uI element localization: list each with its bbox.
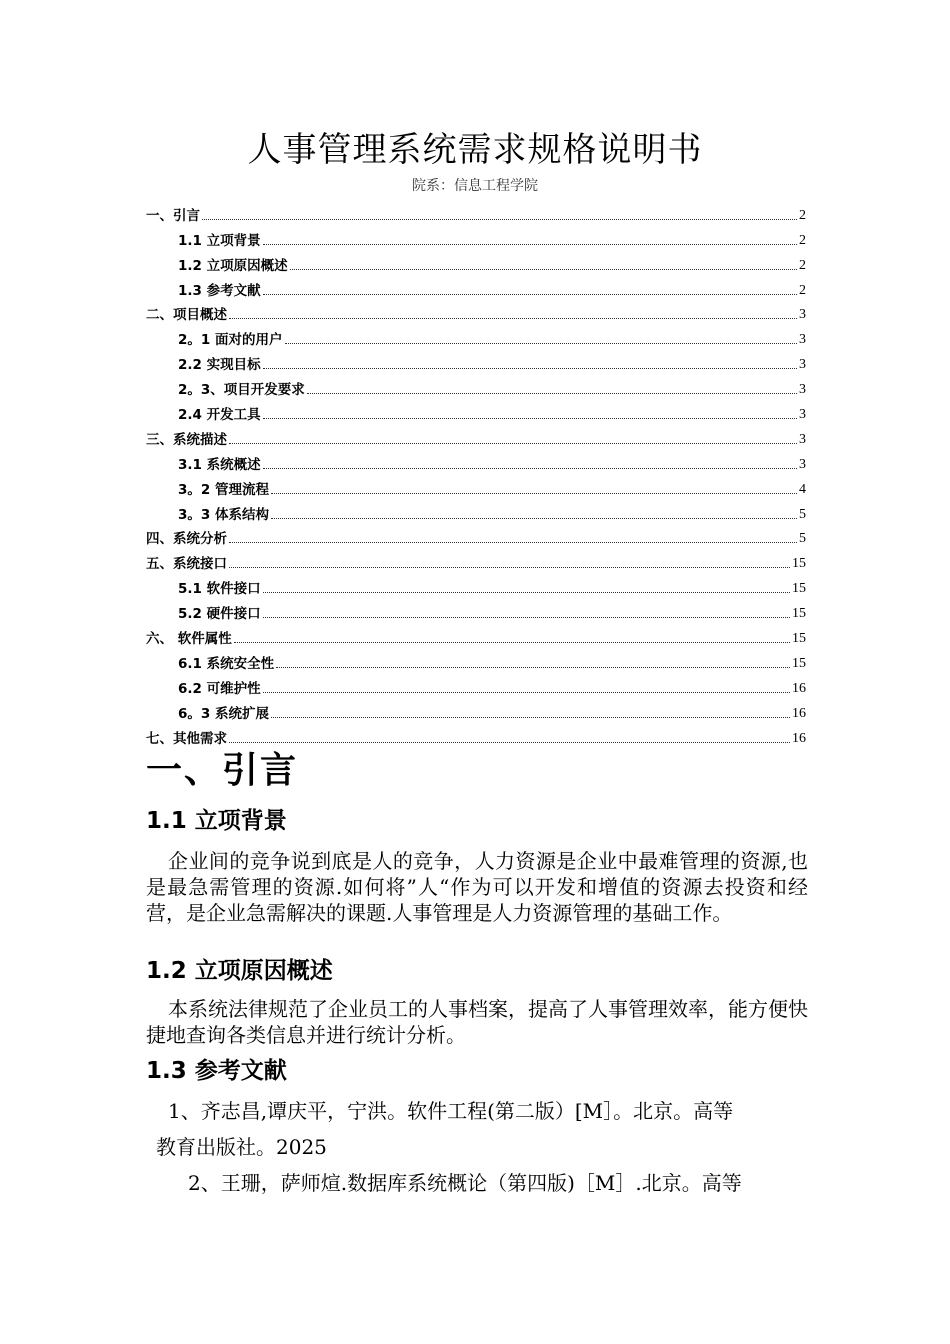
toc-entry-page-number: 2 bbox=[799, 207, 806, 223]
toc-dot-leader bbox=[276, 666, 790, 668]
toc-dot-leader bbox=[271, 716, 790, 718]
toc-entry[interactable] bbox=[146, 324, 806, 349]
toc-entry-label: 七、其他需求 bbox=[146, 730, 227, 747]
toc-dot-leader bbox=[290, 268, 797, 270]
toc-entry[interactable] bbox=[146, 548, 806, 573]
toc-entry-label: 2.4 开发工具 bbox=[178, 407, 261, 424]
subsection-heading-reason: 1.2 立项原因概述 bbox=[146, 958, 333, 984]
toc-dot-leader bbox=[271, 492, 797, 494]
toc-entry-page-number: 2 bbox=[799, 232, 806, 248]
toc-entry-label: 3。2 管理流程 bbox=[178, 481, 269, 498]
toc-dot-leader bbox=[263, 467, 797, 469]
toc-entry[interactable] bbox=[146, 648, 806, 673]
toc-entry-label: 一、引言 bbox=[146, 207, 200, 224]
toc-dot-leader bbox=[263, 243, 797, 245]
toc-entry-label: 三、系统描述 bbox=[146, 431, 227, 448]
toc-entry-label: 5.2 硬件接口 bbox=[178, 606, 261, 623]
toc-entry-label: 1.3 参考文献 bbox=[178, 282, 261, 299]
document-subtitle: 院系：信息工程学院 bbox=[412, 178, 538, 194]
toc-dot-leader bbox=[229, 566, 790, 568]
toc-entry-page-number: 16 bbox=[792, 680, 806, 696]
toc-entry-page-number: 3 bbox=[799, 332, 806, 348]
reference-2-line-1: 2、王珊，萨师煊.数据库系统概论（第四版)［M］.北京。高等 bbox=[188, 1171, 742, 1195]
toc-dot-leader bbox=[263, 691, 790, 693]
toc-dot-leader bbox=[234, 641, 790, 643]
toc-entry[interactable] bbox=[146, 474, 806, 499]
toc-entry[interactable] bbox=[146, 200, 806, 225]
toc-dot-leader bbox=[263, 616, 790, 618]
toc-entry-label: 2。3、项目开发要求 bbox=[178, 382, 305, 399]
toc-dot-leader bbox=[229, 317, 797, 319]
toc-entry-page-number: 3 bbox=[799, 307, 806, 323]
toc-entry-page-number: 5 bbox=[799, 531, 806, 547]
toc-entry[interactable] bbox=[146, 374, 806, 399]
toc-entry[interactable] bbox=[146, 524, 806, 549]
toc-entry-page-number: 2 bbox=[799, 282, 806, 298]
toc-entry[interactable] bbox=[146, 723, 806, 748]
toc-entry[interactable] bbox=[146, 598, 806, 623]
toc-entry-page-number: 16 bbox=[792, 730, 806, 746]
toc-dot-leader bbox=[202, 218, 797, 220]
toc-entry-label: 五、系统接口 bbox=[146, 556, 227, 573]
toc-dot-leader bbox=[263, 293, 797, 295]
toc-entry[interactable] bbox=[146, 250, 806, 275]
toc-entry[interactable] bbox=[146, 698, 806, 723]
paragraph-background: 企业间的竞争说到底是人的竞争，人力资源是企业中最难管理的资源,也是最急需管理的资源.如何将”人“作为可以开发和增值的资源去投资和经营，是企业急需解决的课题.人事管理是人力资源管理的基础工作。 bbox=[146, 849, 808, 925]
table-of-contents bbox=[146, 200, 806, 748]
toc-entry-page-number: 2 bbox=[799, 257, 806, 273]
toc-entry-page-number: 15 bbox=[792, 655, 806, 671]
toc-entry[interactable] bbox=[146, 424, 806, 449]
toc-entry[interactable] bbox=[146, 499, 806, 524]
toc-entry[interactable] bbox=[146, 449, 806, 474]
toc-entry-label: 二、项目概述 bbox=[146, 307, 227, 324]
toc-entry-page-number: 3 bbox=[799, 456, 806, 472]
toc-entry[interactable] bbox=[146, 300, 806, 325]
toc-entry-page-number: 4 bbox=[799, 481, 806, 497]
toc-entry[interactable] bbox=[146, 399, 806, 424]
toc-entry-page-number: 15 bbox=[792, 631, 806, 647]
document-title: 人事管理系统需求规格说明书 bbox=[247, 130, 703, 170]
paragraph-reason: 本系统法律规范了企业员工的人事档案，提高了人事管理效率，能方便快捷地查询各类信息并进行统计分析。 bbox=[146, 997, 808, 1047]
toc-entry-page-number: 3 bbox=[799, 431, 806, 447]
toc-entry[interactable] bbox=[146, 275, 806, 300]
toc-entry-page-number: 3 bbox=[799, 407, 806, 423]
toc-dot-leader bbox=[229, 541, 797, 543]
toc-entry-label: 1.2 立项原因概述 bbox=[178, 257, 288, 274]
toc-entry-page-number: 15 bbox=[792, 581, 806, 597]
toc-entry-label: 5.1 软件接口 bbox=[178, 581, 261, 598]
reference-1-line-1: 1、齐志昌,谭庆平，宁洪。软件工程(第二版）[M］。北京。高等 bbox=[168, 1099, 734, 1123]
toc-dot-leader bbox=[307, 392, 797, 394]
reference-1-line-2: 教育出版社。2025 bbox=[156, 1135, 327, 1159]
toc-entry-page-number: 15 bbox=[792, 556, 806, 572]
toc-entry-page-number: 3 bbox=[799, 357, 806, 373]
toc-entry-label: 2。1 面对的用户 bbox=[178, 332, 283, 349]
toc-entry-page-number: 15 bbox=[792, 606, 806, 622]
toc-entry-label: 六、 软件属性 bbox=[146, 631, 232, 648]
toc-dot-leader bbox=[263, 417, 797, 419]
section-heading-intro: 一、引言 bbox=[146, 750, 299, 791]
toc-entry-label: 3。3 体系结构 bbox=[178, 506, 269, 523]
toc-entry[interactable] bbox=[146, 573, 806, 598]
toc-entry[interactable] bbox=[146, 623, 806, 648]
toc-entry-label: 2.2 实现目标 bbox=[178, 357, 261, 374]
subsection-heading-references: 1.3 参考文献 bbox=[146, 1058, 287, 1084]
toc-entry-label: 6。3 系统扩展 bbox=[178, 705, 269, 722]
toc-entry-label: 6.2 可维护性 bbox=[178, 680, 261, 697]
toc-entry-label: 四、系统分析 bbox=[146, 531, 227, 548]
toc-entry[interactable] bbox=[146, 673, 806, 698]
toc-dot-leader bbox=[271, 517, 797, 519]
toc-entry-page-number: 3 bbox=[799, 382, 806, 398]
subsection-heading-background: 1.1 立项背景 bbox=[146, 808, 287, 834]
toc-dot-leader bbox=[263, 367, 797, 369]
toc-entry-label: 1.1 立项背景 bbox=[178, 232, 261, 249]
toc-entry-label: 3.1 系统概述 bbox=[178, 456, 261, 473]
toc-entry-label: 6.1 系统安全性 bbox=[178, 655, 275, 672]
toc-entry[interactable] bbox=[146, 349, 806, 374]
toc-entry[interactable] bbox=[146, 225, 806, 250]
toc-entry-page-number: 16 bbox=[792, 705, 806, 721]
toc-dot-leader bbox=[229, 442, 797, 444]
toc-dot-leader bbox=[285, 342, 798, 344]
toc-dot-leader bbox=[263, 591, 790, 593]
toc-entry-page-number: 5 bbox=[799, 506, 806, 522]
toc-dot-leader bbox=[229, 741, 790, 743]
